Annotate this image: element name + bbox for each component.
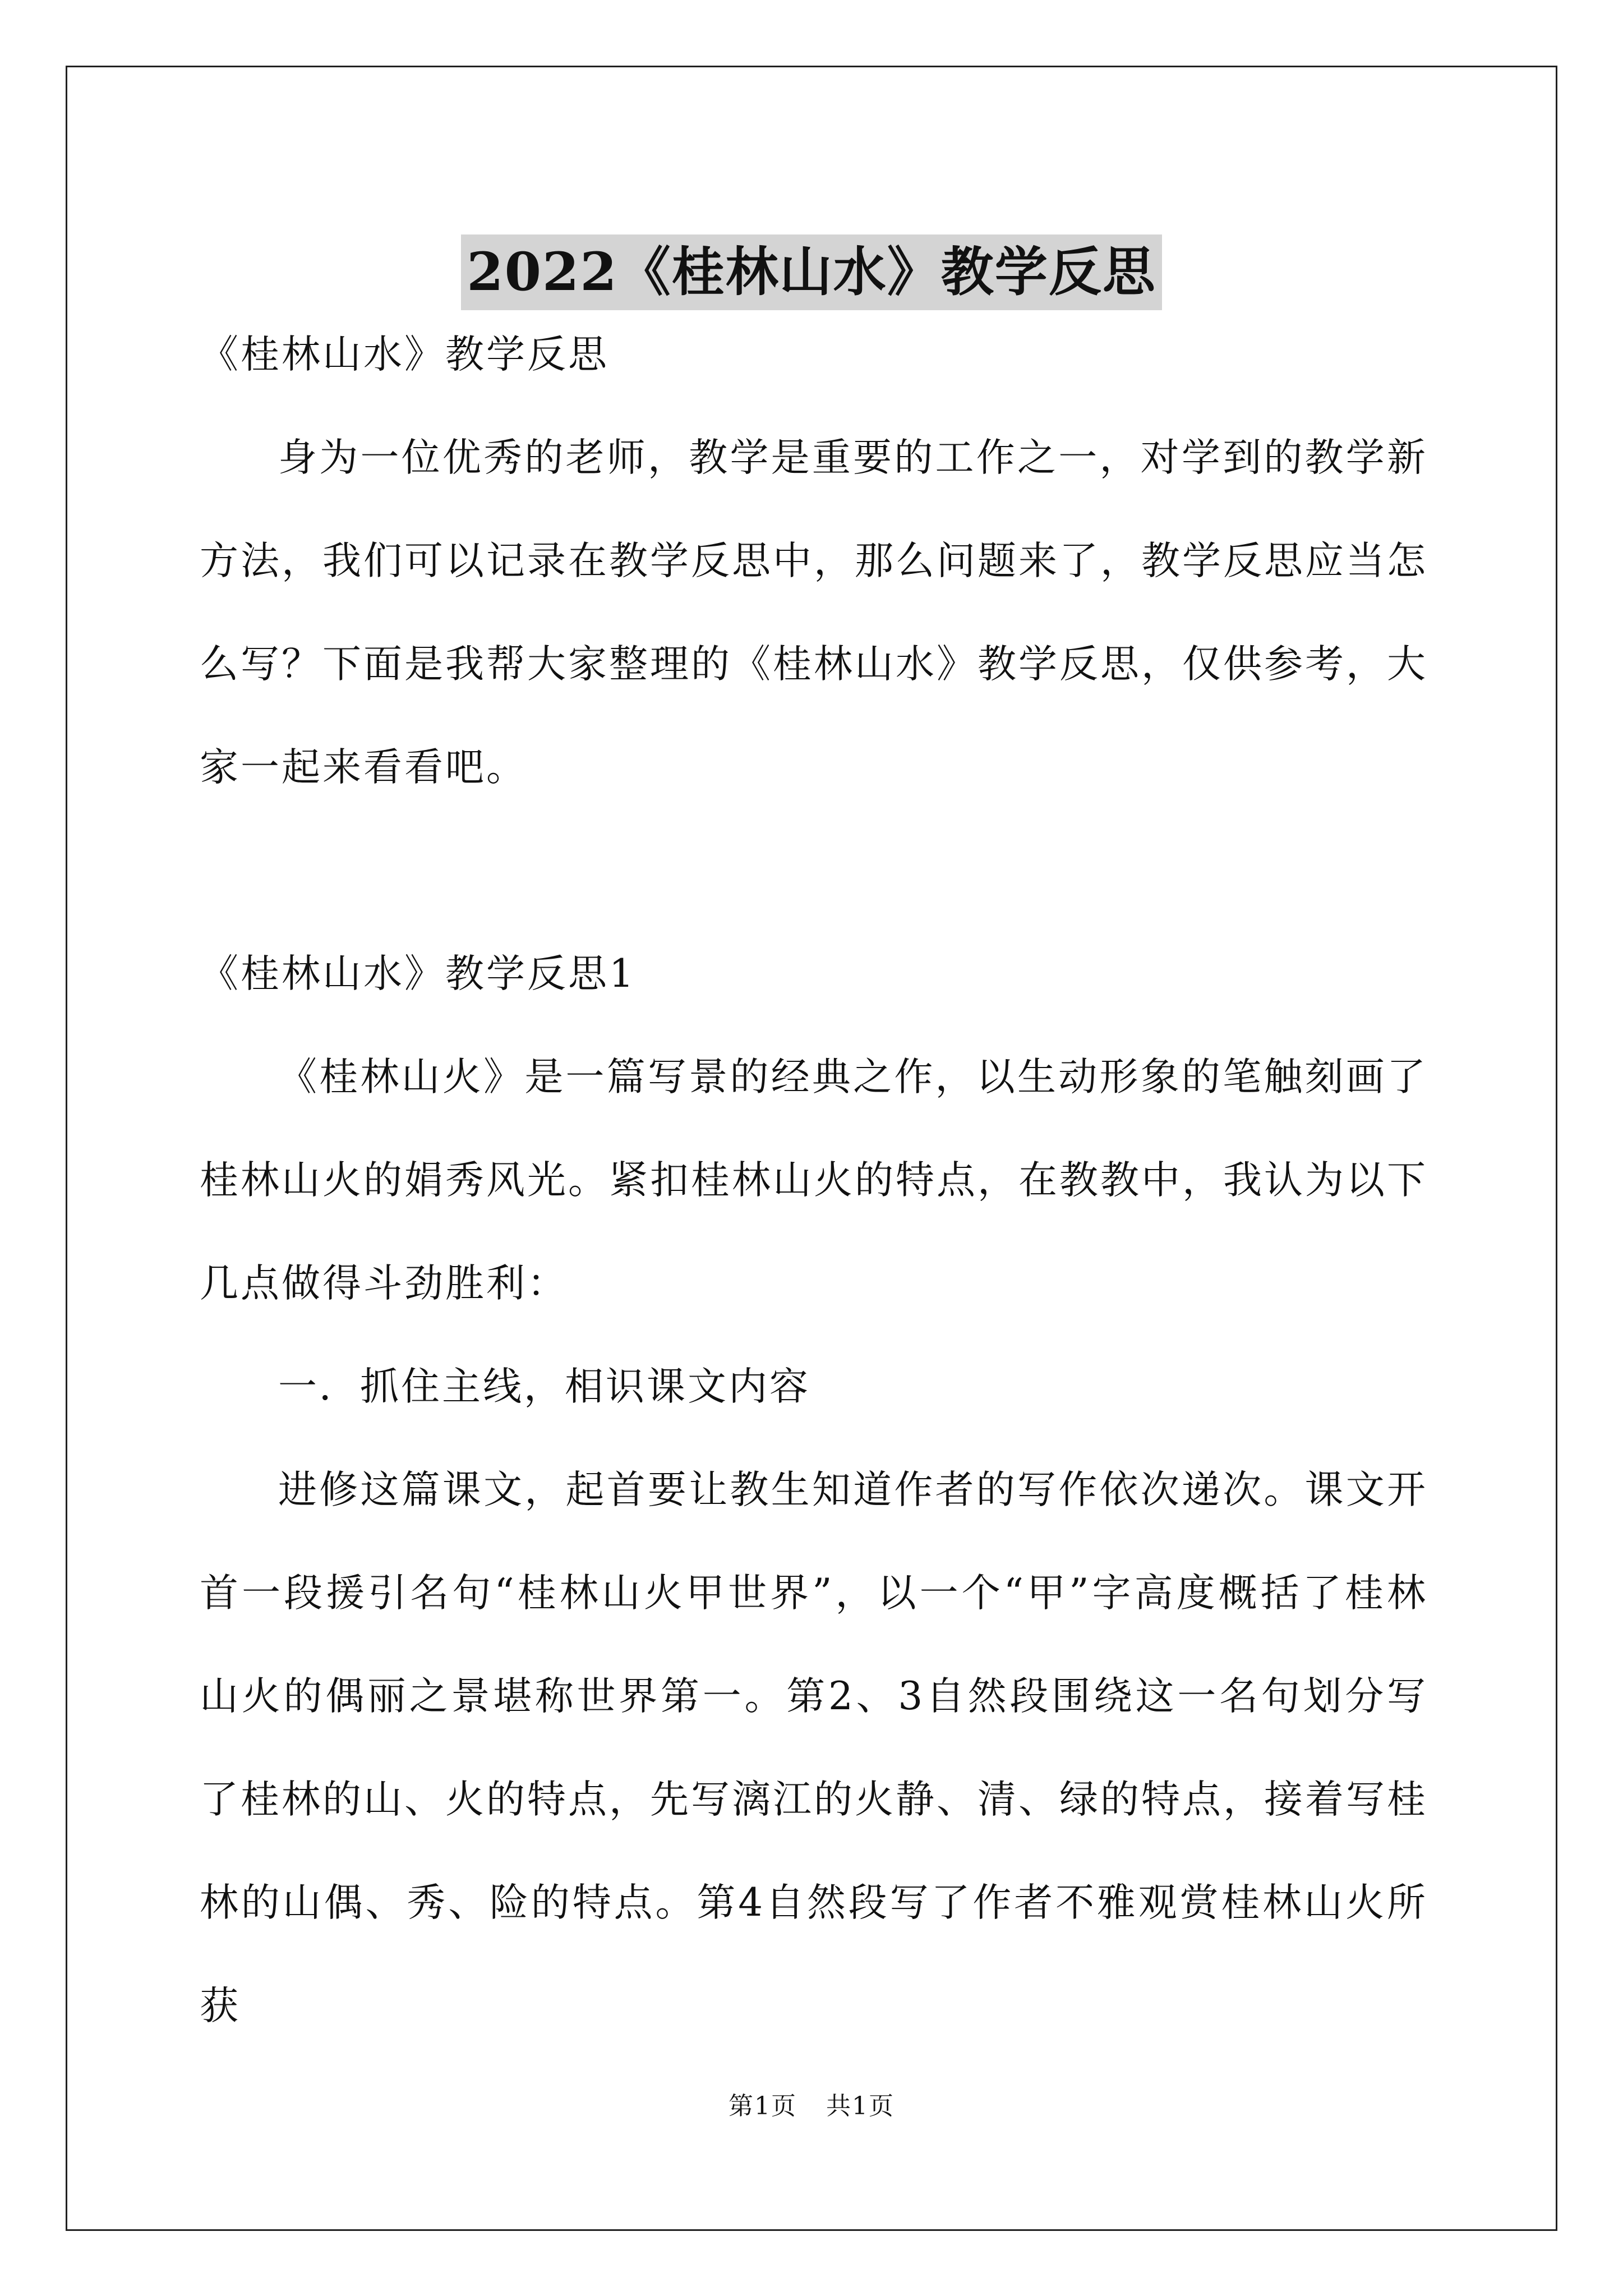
document-body	[200, 303, 1428, 2058]
page-footer	[0, 2090, 1623, 2123]
section1-heading: 《桂林山水》教学反思1	[200, 951, 636, 996]
blank-line	[200, 819, 1428, 922]
intro-paragraph: 身为一位优秀的老师，教学是重要的工作之一，对学到的教学新方法，我们可以记录在教学反思中，那么问题来了，教学反思应当怎么写？下面是我帮大家整理的《桂林山水》教学反思，仅供参考，大家一起来看看吧。	[200, 435, 1428, 790]
page-number-current: 第1页	[728, 2092, 797, 2120]
section1-paragraph2: 进修这篇课文，起首要让教生知道作者的写作依次递次。课文开首一段援引名句“桂林山火甲世界”，以一个“甲”字高度概括了桂林山火的偶丽之景堪称世界第一。第2、3自然段围绕这一名句划分写了桂林的山、火的特点，先写漓江的火静、清、绿的特点，接着写桂林的山偶、秀、险的特点。第4自然段写了作者不雅观赏桂林山火所获	[200, 1467, 1428, 2028]
document-title: 2022《桂林山水》教学反思	[461, 234, 1162, 310]
page-number-total: 共1页	[826, 2092, 895, 2120]
section1-point1: 一．抓住主线，相识课文内容	[278, 1364, 810, 1409]
section1-paragraph1: 《桂林山火》是一篇写景的经典之作，以生动形象的笔触刻画了桂林山火的娟秀风光。紧扣桂林山火的特点，在教教中，我认为以下几点做得斗劲胜利：	[200, 1055, 1428, 1306]
intro-heading: 《桂林山水》教学反思	[200, 332, 609, 377]
